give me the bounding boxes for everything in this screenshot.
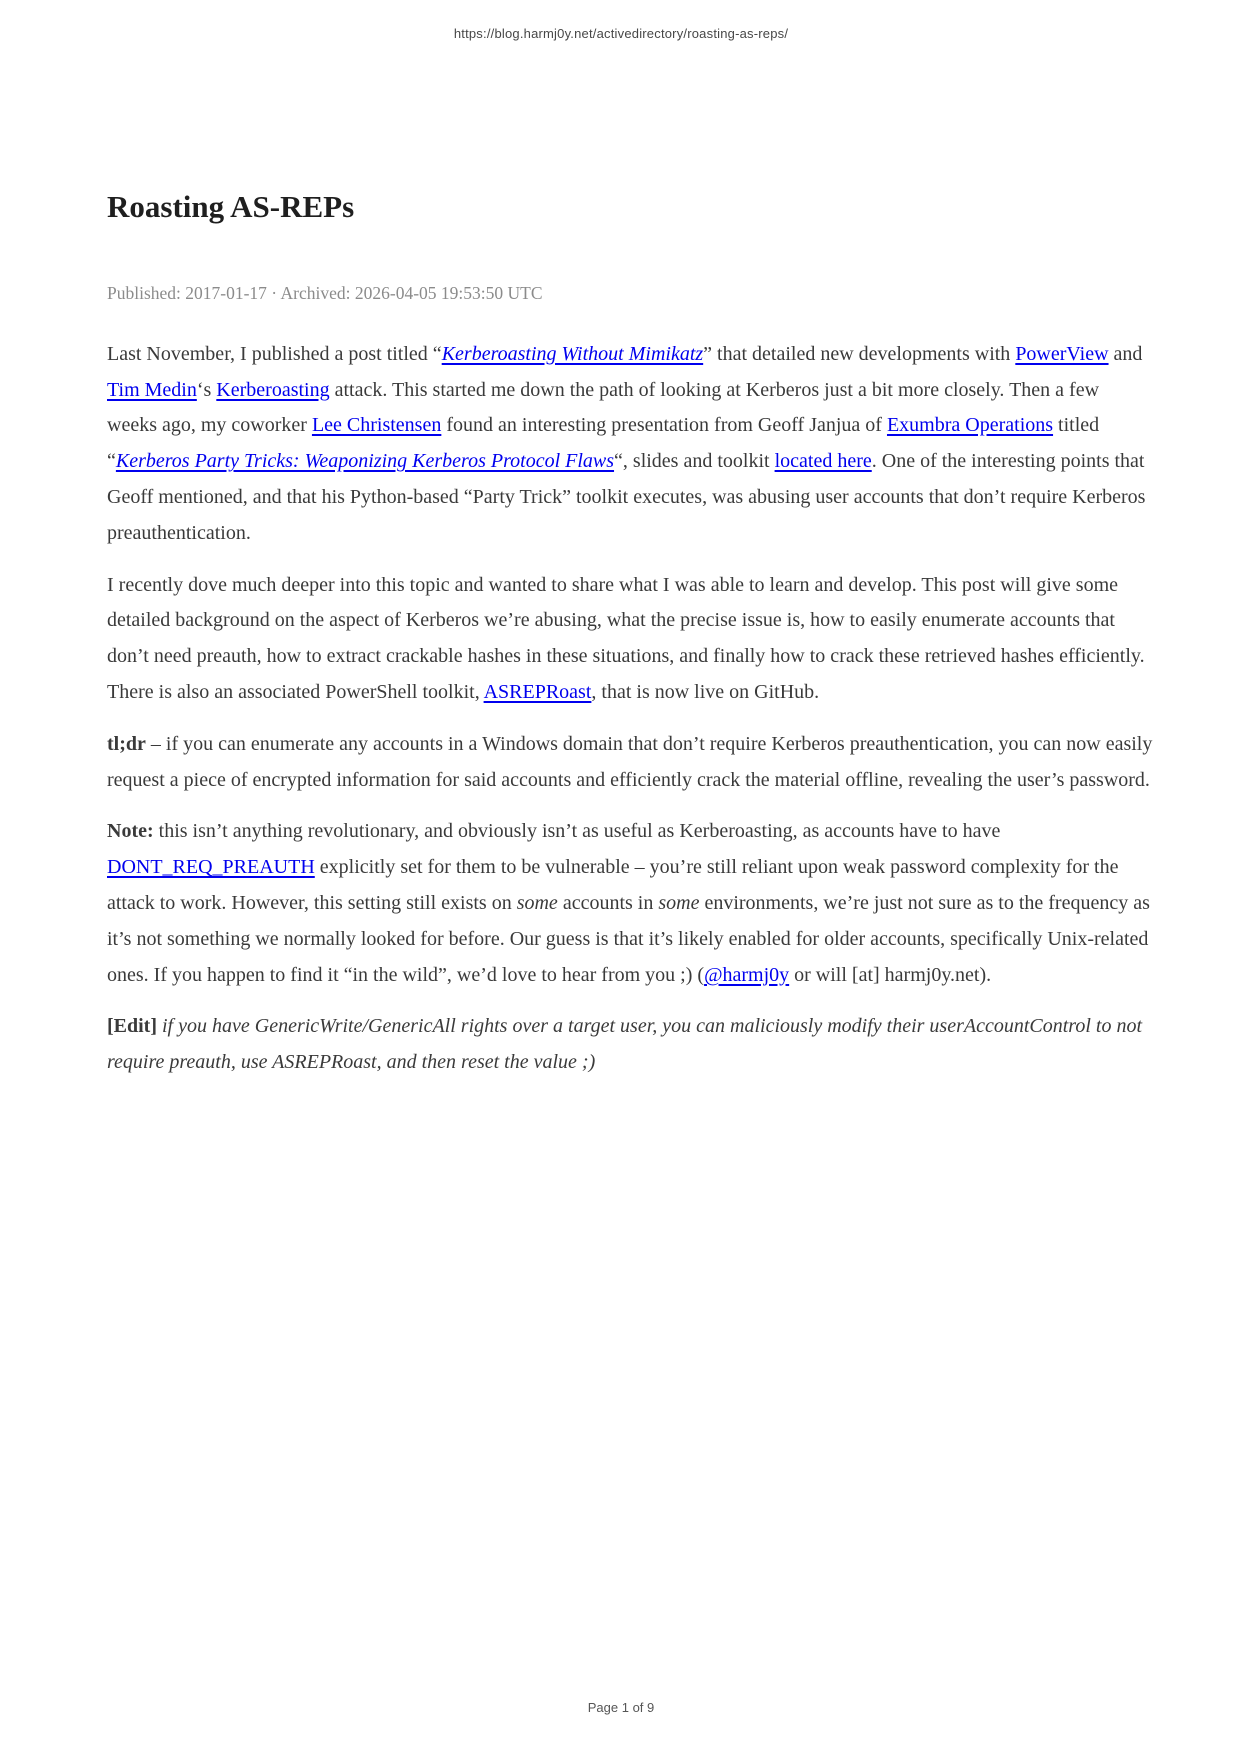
paragraph-tldr	[107, 727, 1153, 799]
text-segment: . One of the interesting points that Geoff mentioned, and that his Python-based “Party Trick” toolkit executes, was abusing user accounts that don’t require Kerberos preauthentication.	[107, 450, 1146, 544]
text-segment: ‘s	[196, 378, 217, 401]
text-segment: accounts in	[557, 891, 659, 914]
text-segment: , that is now live on GitHub.	[591, 680, 820, 703]
text-segment: attack. This started me down the path of looking at Kerberos just a bit more closely. Then a few weeks ago, my coworker	[107, 378, 1100, 437]
paragraph-edit	[107, 1009, 1153, 1081]
inline-link[interactable]: @harmj0y	[704, 963, 790, 986]
text-segment: some	[516, 891, 558, 914]
inline-link[interactable]: Kerberoasting Without Mimikatz	[441, 342, 704, 365]
text-segment: [Edit]	[107, 1015, 157, 1038]
paragraph-overview	[107, 568, 1153, 711]
text-segment: I recently dove much deeper into this topic and wanted to share what I was able to learn and develop. This post will give some detailed background on the aspect of Kerberos we’re abusing, what the precise issue is, how to easily enumerate accounts that don’t need preauth, how to extract crackable hashes in these situations, and finally how to crack these retrieved hashes efficiently. There is also an associated PowerShell toolkit,	[107, 573, 1145, 703]
inline-link[interactable]: located here	[774, 450, 872, 473]
inline-link[interactable]: ASREPRoast	[483, 680, 592, 703]
inline-link[interactable]: Kerberos Party Tricks: Weaponizing Kerberos Protocol Flaws	[115, 450, 615, 473]
page-number: Page 1 of 9	[587, 1700, 655, 1715]
inline-link[interactable]: Exumbra Operations	[886, 414, 1054, 437]
inline-link[interactable]: Kerberoasting	[216, 378, 330, 401]
text-segment: “, slides and toolkit	[614, 450, 775, 473]
inline-link[interactable]: PowerView	[1015, 342, 1109, 365]
article-body	[107, 188, 1153, 1097]
text-segment: Last November, I published a post titled “	[107, 342, 442, 365]
page-title: Roasting AS-REPs	[107, 189, 355, 224]
post-meta: Published: 2017-01-17 · Archived: 2026-04-05 19:53:50 UTC	[107, 282, 543, 303]
text-segment: found an interesting presentation from Geoff Janjua of	[441, 414, 887, 437]
inline-link[interactable]: DONT_REQ_PREAUTH	[107, 856, 315, 879]
inline-link[interactable]: Lee Christensen	[311, 414, 442, 437]
text-segment: Note:	[107, 820, 154, 843]
inline-link[interactable]: Tim Medin	[107, 378, 197, 401]
text-segment: and	[1108, 342, 1143, 365]
text-segment: or will [at] harmj0y.net).	[789, 963, 992, 986]
text-segment: environments, we’re just not sure as to the frequency as it’s not something we normally looked for before. Our guess is that it’s likely enabled for older accounts, specifically Unix-related ones. If you happen to find it “in the wild”, we’d love to hear from you ;) (	[107, 891, 1150, 986]
text-segment: some	[658, 891, 700, 914]
archive-url: https://blog.harmj0y.net/activedirectory/roasting-as-reps/	[453, 26, 789, 41]
text-segment: tl;dr	[107, 732, 146, 755]
paragraph-note	[107, 814, 1153, 993]
text-segment: – if you can enumerate any accounts in a Windows domain that don’t require Kerberos preauthentication, you can now easily request a piece of encrypted information for said accounts and efficiently crack the material offline, revealing the user’s password.	[107, 732, 1153, 791]
text-segment: explicitly set for them to be vulnerable – you’re still reliant upon weak password complexity for the attack to work. However, this setting still exists on	[107, 856, 1119, 914]
text-segment: titled “	[107, 414, 1100, 473]
text-segment: this isn’t anything revolutionary, and obviously isn’t as useful as Kerberoasting, as accounts have to have	[153, 820, 1001, 843]
text-segment: if you have GenericWrite/GenericAll rights over a target user, you can maliciously modify their userAccountControl to not require preauth, use ASREPRoast, and then reset the value ;)	[107, 1015, 1143, 1074]
paragraph-intro	[107, 337, 1153, 552]
text-segment: ” that detailed new developments with	[703, 342, 1016, 365]
